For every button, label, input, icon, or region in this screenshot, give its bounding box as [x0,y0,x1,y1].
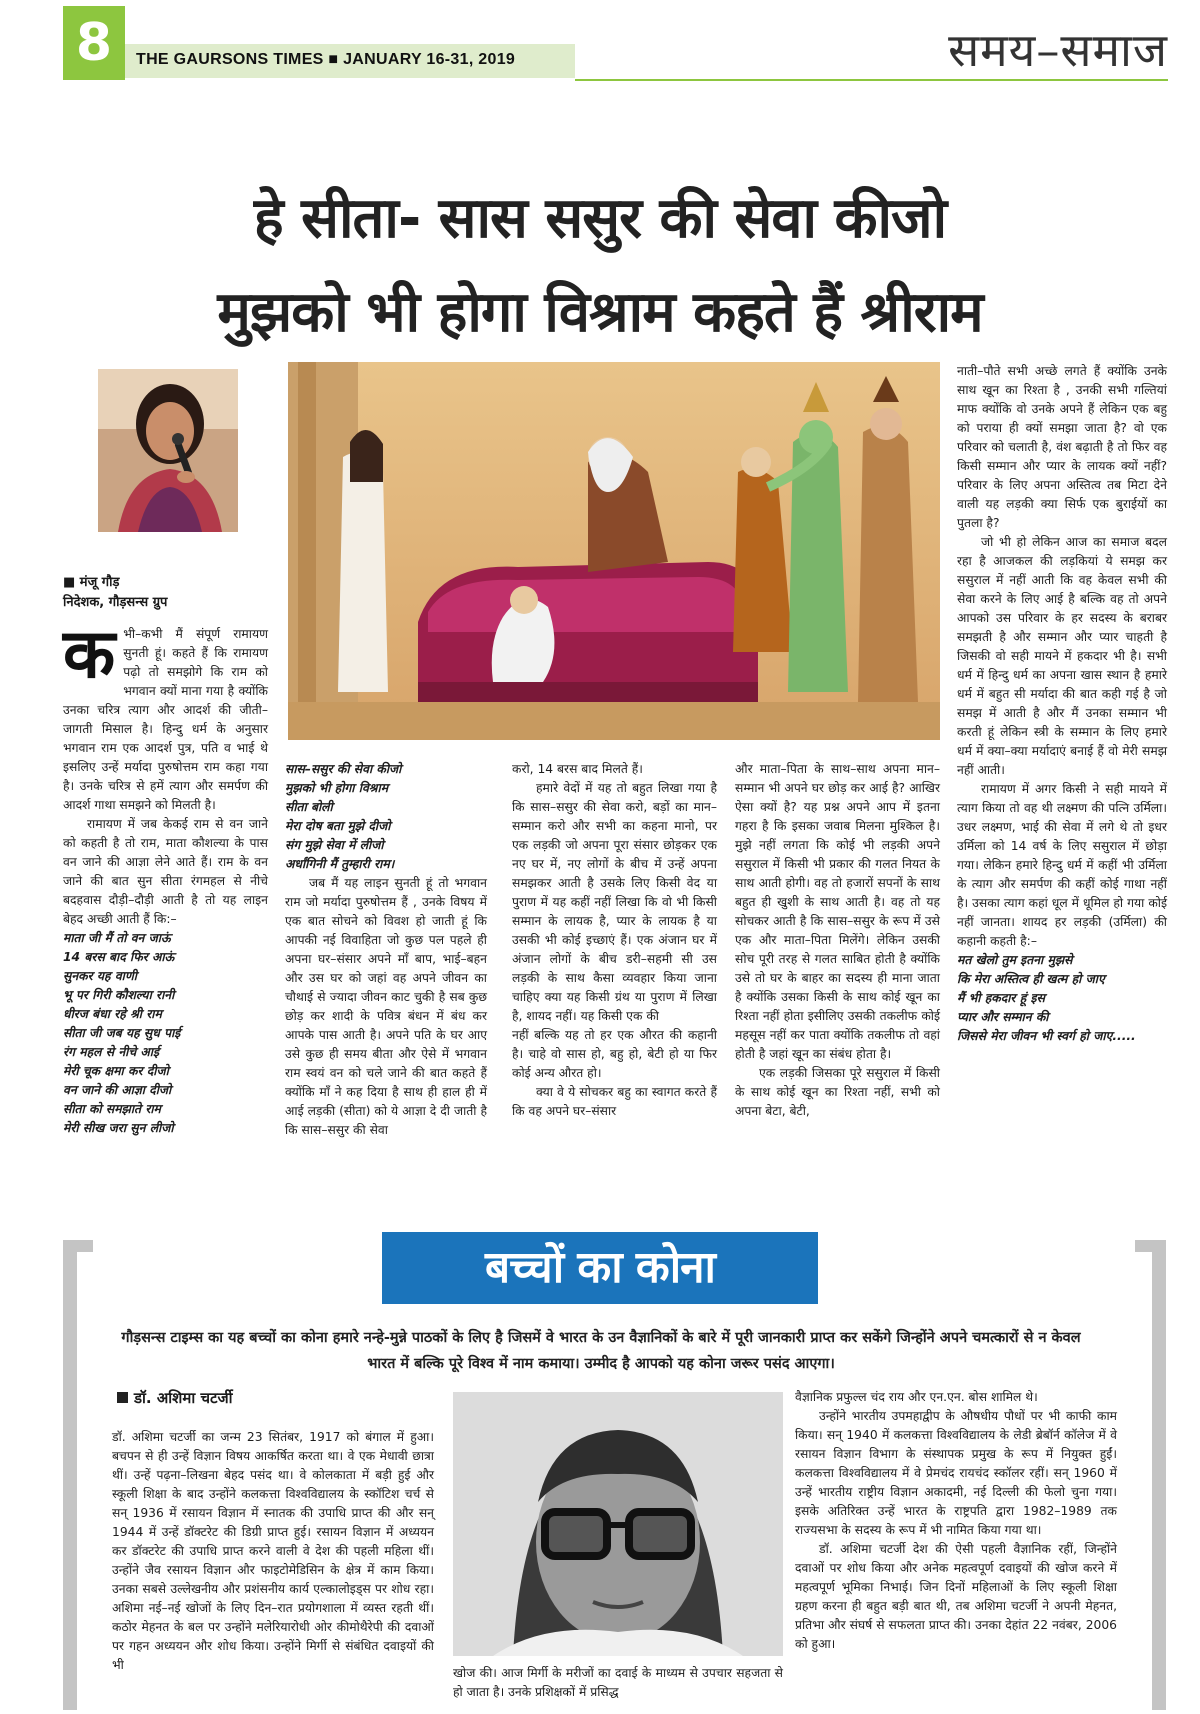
author-photo [98,369,238,532]
kids-corner-banner: बच्चों का कोना [382,1232,818,1304]
scientist-name: डॉ. अशिमा चटर्जी [134,1389,233,1407]
article-paragraph: जब मैं यह लाइन सुनती हूं तो भगवान राम जो मर्यादा पुरुषोत्तम हैं , उनके विषय में एक बात सोचने को विवश हो जाती हूं कि आपकी नई विवाहिता जो कुछ पल पहले ही अपना घर–संसार अपने माँ बाप, भाई–बहन और उस घर को जहां वह अपने जीवन का चौथाई से ज्यादा जीवन काट चुकी है सब कुछ छोड़ कर शादी के पवित्र बंधन में बंध कर आपके पास आती है। अपने पति के घर आए उसे कुछ ही समय बीता और ऐसे में भगवान राम स्वयं वन को चले जाने की बात कहते हैं क्योंकि माँ ने कह दिया है साथ ही हाल ही में आई लड़की (सीता) को ये आज्ञा दे दी जाती है कि सास–ससुर की सेवा [285,876,487,1137]
article-paragraph: जो भी हो लेकिन आज का समाज बदल रहा है आजकल की लड़कियां ये समझ कर ससुराल में नहीं आती कि वह केवल सभी की सेवा करने के लिए आई है बल्कि वह तो अपने आपको उस परिवार के हर सदस्य के बराबर समझती है और सम्मान और प्यार चाहती है जिसकी वो सही मायने में हकदार भी है। सभी धर्म में हिन्दु धर्म का अपना खास स्थान है हमारे धर्म में बहुत सी मर्यादा की बात कही गई है जो समझ में आती है और मैं उनका सम्मान भी करती हूं लेकिन स्त्री के सम्मान के लिए हमारे धर्म में क्या–क्या मर्यादाएं बनाई हैं वो मेरी समझ नहीं आती। [957,535,1167,777]
article-paragraph: भी–कभी मैं संपूर्ण रामायण सुनती हूं। कहते हैं कि रामायण पढ़ो तो समझोगे कि राम को भगवान क्यों माना गया है क्योंकि उनका चरित्र त्याग और आदर्श की जीती–जागती मिसाल है। हिन्दु धर्म के अनुसार भगवान राम एक आदर्श पुत्र, पति व भाई थे इसलिए उन्हें मर्यादा पुरुषोत्तम राम कहा गया है। उनके चरित्र से हमें त्याग और समर्पण की आदर्श गाथा समझने को मिलती है। [63,627,268,812]
poem-line: सीता को समझाते राम [63,1102,161,1116]
poem-block [285,760,487,874]
poem-line: सास–ससुर की सेवा कीजो [285,762,402,776]
article-paragraph: रामायण में जब केकई राम से वन जाने को कहती है तो राम, माता कौशल्या के पास वन जाने की आज्ञा लेने आते हैं। राम के वन जाने की बात सुन सीता रंगमहल से नीचे बदहवास दौड़ी–दौड़ी आती है तो यह लाइन बेहद अच्छी आती हैं कि:– [63,817,268,926]
poem-block [957,951,1167,1046]
poem-line: संग मुझे सेवा में लीजो [285,838,384,852]
kids-corner-intro: गौड़सन्स टाइम्स का यह बच्चों का कोना हमारे नन्हे-मुन्ने पाठकों के लिए है जिसमें वे भारत के उन वैज्ञानिकों के बारे में पूरी जानकारी प्राप्त कर सकेंगे जिन्होंने अपने चमत्कारों से न केवल भारत में बल्कि पूरे विश्व में नाम कमाया। उम्मीद है आपको यह कोना जरूर पसंद आएगा। [121,1330,1081,1372]
author-role: निदेशक, गौड़सन्स ग्रुप [63,595,168,610]
drop-cap: क [63,615,116,694]
masthead-text: THE GAURSONS TIMES ■ JANUARY 16-31, 2019 [136,51,516,68]
article-paragraph: खोज की। आज मिर्गी के मरीजों का दवाई के माध्यम से उपचार सहजता से हो जाता है। उनके प्रशिक्षकों में प्रसिद्ध [453,1666,783,1699]
poem-line: सीता जी जब यह सुध पाई [63,1026,181,1040]
poem-line: मत खेलो तुम इतना मुझसे [957,953,1073,967]
kids-column-2 [453,1664,783,1702]
kids-column-1 [112,1428,434,1675]
poem-line: माता जी मैं तो वन जाऊं [63,931,171,945]
article-column-5 [957,362,1167,1046]
article-paragraph: एक लड़की जिसका पूरे ससुराल में किसी के साथ कोई खून का रिश्ता नहीं, सभी को अपना बेटा, बेटी, [735,1066,940,1118]
author-name: ■ मंजू गौड़ [63,575,120,590]
bracket-right [1152,1240,1166,1710]
poem-line: भू पर गिरी कौशल्या रानी [63,988,175,1002]
poem-line: मुझको भी होगा विश्राम [285,781,389,795]
poem-line: मेरी चूक क्षमा कर दीजो [63,1064,169,1078]
poem-line: जिससे मेरा जीवन भी स्वर्ग हो जाए..... [957,1029,1136,1043]
kids-column-3 [795,1388,1117,1654]
poem-line: धीरज बंधा रहे श्री राम [63,1007,162,1021]
poem-line: सुनकर यह वाणी [63,969,137,983]
article-paragraph: करो, 14 बरस बाद मिलते हैं। [512,762,643,776]
article-paragraph: नाती–पौते सभी अच्छे लगते हैं क्योंकि उनके साथ खून का रिश्ता है , उनकी सभी गल्तियां माफ क्योंकि वो उनके अपने हैं लेकिन एक बहु को पराया ही क्यों समझा जाता है? वो एक परिवार को चलाती है, वंश बढ़ाती है तो फिर वह किसी सम्मान और प्यार के लायक क्यों नहीं? परिवार के लिए अपना अस्तित्व तब मिटा देने वाली यह लड़की क्या सिर्फ एक बुराईयों का पुतला है? [957,364,1167,530]
scientist-photo [453,1392,783,1656]
header-rule [575,79,1168,81]
article-paragraph: वैज्ञानिक प्रफुल्ल चंद राय और एन.एन. बोस शामिल थे। [795,1390,1038,1404]
poem-line: मेरी सीख जरा सुन लीजो [63,1121,174,1135]
page-number: 8 [63,6,125,80]
bracket-left-cap [63,1240,93,1252]
square-bullet-icon [117,1392,128,1403]
article-paragraph: नहीं बल्कि यह तो हर एक औरत की कहानी है। चाहे वो सास हो, बहु हो, बेटी हो या फिर कोई अन्य औरत हो। [512,1028,717,1080]
article-paragraph: डॉ. अशिमा चटर्जी का जन्म 23 सितंबर, 1917 को बंगाल में हुआ। बचपन से ही उन्हें विज्ञान विषय आकर्षित करता था। वे एक मेधावी छात्रा थीं। उन्हें पढ़ना–लिखना बेहद पसंद था। वे कोलकाता में बड़ी हुई और स्कूली शिक्षा के बाद उन्होंने कलकत्ता विश्वविद्यालय के स्कॉटिश चर्च से सन् 1936 में रसायन विज्ञान में स्नातक की उपाधि प्राप्त की और सन् 1944 में उन्हें डॉक्टरेट की डिग्री प्राप्त हुई। रसायन विज्ञान में अध्ययन कर डॉक्टरेट की उपाधि प्राप्त करने वाली वे देश की पहली महिला थीं। उन्होंने जैव रसायन विज्ञान और फाइटोमेडिसिन के क्षेत्र में काम किया। उनका सबसे उल्लेखनीय और प्रशंसनीय कार्य एल्कालोइड्स पर शोध रहा। अशिमा नई–नई खोजों के लिए दिन–रात प्रयोगशाला में व्यस्त रहती थीं। कठोर मेहनत के बल पर उन्होंने मलेरियारोधी ओर कीमोथैरेपी की दवाओं पर गहन अध्ययन और शोध किया। उन्होंने मिर्गी से संबंधित दवाइयों की भी [112,1430,434,1672]
headline-line-2: मुझको भी होगा विश्राम कहते हैं श्रीराम [217,280,983,345]
article-column-4 [735,760,940,1121]
poem-block [63,929,268,1138]
article-paragraph: उन्होंने भारतीय उपमहाद्वीप के औषधीय पौधों पर भी काफी काम किया। सन् 1940 में कलकत्ता विश्वविद्यालय के लेडी ब्रेबॉर्न कॉलेज में वे रसायन विज्ञान विभाग के संस्थापक प्रमुख के रूप में नियुक्त हुईं। कलकत्ता विश्वविद्यालय में वे प्रेमचंद रायचंद स्कॉलर रहीं। सन् 1960 में उन्हें भारतीय राष्ट्रीय विज्ञान अकादमी, नई दिल्ली की फेलो चुना गया। इसके अतिरिक्त उन्हें भारत के राष्ट्रपति द्वारा 1982–1989 तक राज्यसभा के सदस्य के रूप में भी नामित किया गया था। [795,1409,1117,1537]
article-column-1 [63,615,268,1138]
section-title: समय–समाज [948,23,1168,77]
article-column-2 [285,760,487,1140]
poem-line: प्यार और सम्मान की [957,1010,1049,1024]
bracket-right-cap [1135,1240,1165,1252]
poem-line: मैं भी हकदार हूं इस [957,991,1045,1005]
headline-line-1: हे सीता- सास ससुर की सेवा कीजो [253,186,947,251]
article-column-3 [512,760,717,1121]
poem-line: सीता बोली [285,800,333,814]
poem-line: वन जाने की आज्ञा दीजो [63,1083,172,1097]
poem-line: 14 बरस बाद फिर आऊं [63,950,175,964]
article-paragraph: डॉ. अशिमा चटर्जी देश की ऐसी पहली वैज्ञानिक रहीं, जिन्होंने दवाओं पर शोध किया और अनेक महत्वपूर्ण दवाइयों की खोज करने में महत्वपूर्ण भूमिका निभाई। जिन दिनों महिलाओं के लिए स्कूली शिक्षा ग्रहण करना ही बहुत बड़ी बात थी, तब अशिमा चटर्जी ने अपनी मेहनत, प्रतिभा और संघर्ष से सफलता प्राप्त की। उनका देहांत 22 नवंबर, 2006 को हुआ। [795,1542,1117,1651]
bracket-left [63,1240,77,1710]
poem-line: मेरा दोष बता मुझे दीजो [285,819,391,833]
poem-line: रंग महल से नीचे आई [63,1045,160,1059]
article-paragraph: रामायण में अगर किसी ने सही मायने में त्याग किया तो वह थी लक्ष्मण की पत्नि उर्मिला। उधर लक्ष्मण, भाई की सेवा में लगे थे तो इधर उर्मिला को 14 वर्ष के लिए ससुराल में छोड़ा गया। लेकिन हमारे हिन्दु धर्म में कहीं भी उर्मिला के त्याग और समर्पण की कहीं कोई गाथा नहीं है। उसका त्याग कहां धूल में धूमिल हो गया कोई नहीं जानता। शायद हर लड़की (उर्मिला) की कहानी कहती है:– [957,782,1167,948]
scientist-heading [117,1388,233,1408]
ramayana-illustration [288,362,940,740]
article-paragraph: क्या वे ये सोचकर बहु का स्वागत करते हैं कि वह अपने घर–संसार [512,1085,717,1118]
article-paragraph: और माता–पिता के साथ–साथ अपना मान–सम्मान भी अपने घर छोड़ कर आई है? आखिर ऐसा क्यों है? यह प्रश्न अपने आप में इतना गहरा है कि इसका जवाब मिलना मुश्किल है। मुझे नहीं लगता कि कोई भी लड़की अपने ससुराल में किसी भी प्रकार की गलत नियत के साथ आती होगी। वह तो हजारों सपनों के साथ बहुत ही खुशी के साथ आती है। वह तो यह सोचकर आती है कि सास–ससुर के रूप में उसे एक और माता–पिता मिलेंगे। लेकिन उसकी सोच पूरी तरह से गलत साबित होती है क्योंकि उसे तो घर के बाहर का सदस्य ही माना जाता है क्योंकि उसका किसी के साथ कोई खून का रिश्ता नहीं होता इसीलिए उसकी तकलीफ कोई महसूस नहीं कर पाता क्योंकि तकलीफ तो वहां होती है जहां खून का संबंध होता है। [735,762,940,1061]
article-paragraph: हमारे वेदों में यह तो बहुत लिखा गया है कि सास–ससुर की सेवा करो, बड़ों का मान–सम्मान करो और सभी का कहना मानो, पर एक लड़की जो अपना पूरा संसार छोड़कर एक नए घर में, नए लोगों के बीच में उन्हें अपना समझकर आती है उसके लिए किसी वेद या पुराण में यह कहीं नहीं लिखा कि वो भी किसी सम्मान के लायक है, प्यार के लायक है या उसकी भी कोई इच्छाएं हैं। एक अंजान घर में अंजान लोगों के बीच डरी–सहमी सी उस लड़की के साथ कैसा व्यवहार किया जाना चाहिए क्या यह किसी ग्रंथ या पुराण में लिखा है, शायद नहीं। यह किसी एक की [512,781,717,1023]
poem-line: कि मेरा अस्तित्व ही खत्म हो जाए [957,972,1105,986]
poem-line: अर्धांगिनी मैं तुम्हारी राम। [285,857,395,871]
